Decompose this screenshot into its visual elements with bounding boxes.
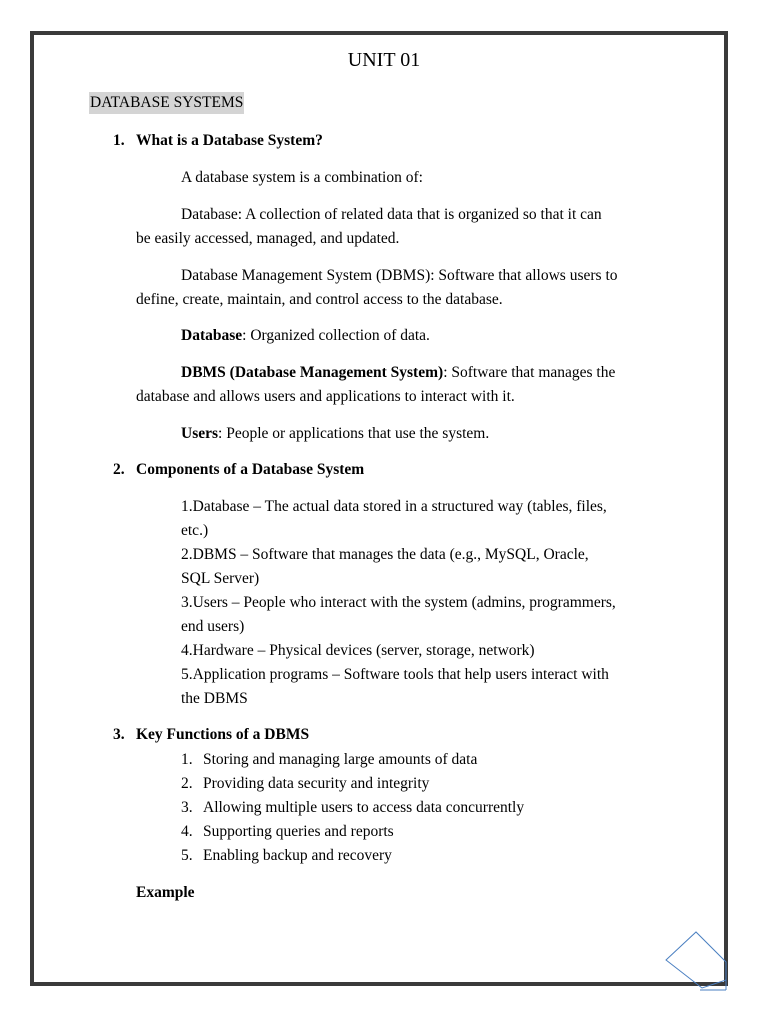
s3-item-text: Providing data security and integrity bbox=[203, 775, 430, 792]
example-heading: Example bbox=[136, 884, 195, 901]
section-3-number: 3. bbox=[113, 726, 125, 743]
s2-line: etc.) bbox=[181, 522, 209, 539]
s3-item-text: Enabling backup and recovery bbox=[203, 847, 392, 864]
s1-database-term: Database bbox=[181, 327, 243, 344]
s2-line: end users) bbox=[181, 618, 245, 635]
s2-line: 2.DBMS – Software that manages the data (e.g., MySQL, Oracle, bbox=[181, 546, 589, 563]
section-3-title: Key Functions of a DBMS bbox=[136, 726, 310, 743]
section-2-title: Components of a Database System bbox=[136, 461, 365, 478]
s1-users-term: Users bbox=[181, 425, 219, 442]
s1-database-def bbox=[181, 324, 430, 348]
s1-dbms-text: : Software that manages the bbox=[443, 364, 616, 381]
s3-item-number: 3. bbox=[181, 799, 193, 816]
s3-item-text: Storing and managing large amounts of data bbox=[203, 751, 478, 768]
s3-item-number: 2. bbox=[181, 775, 193, 792]
s3-item-number: 1. bbox=[181, 751, 193, 768]
s1-dbms-def-line1 bbox=[181, 361, 615, 385]
s3-item-text: Allowing multiple users to access data concurrently bbox=[203, 799, 525, 816]
s1-p2-line1: Database Management System (DBMS): Software that allows users to bbox=[181, 267, 618, 284]
s2-line: 4.Hardware – Physical devices (server, storage, network) bbox=[181, 642, 535, 659]
section-2-number: 2. bbox=[113, 461, 125, 478]
s2-line: 5.Application programs – Software tools that help users interact with bbox=[181, 666, 609, 683]
s3-item-text: Supporting queries and reports bbox=[203, 823, 394, 840]
s2-line: SQL Server) bbox=[181, 570, 260, 587]
s2-line: 1.Database – The actual data stored in a structured way (tables, files, bbox=[181, 498, 607, 515]
s2-line: the DBMS bbox=[181, 690, 248, 707]
s1-users-def bbox=[181, 422, 489, 446]
s1-users-text: : People or applications that use the system. bbox=[218, 425, 490, 442]
section-heading: DATABASE SYSTEMS bbox=[89, 92, 244, 114]
s1-dbms-term: DBMS (Database Management System) bbox=[181, 364, 444, 381]
s2-line: 3.Users – People who interact with the system (admins, programmers, bbox=[181, 594, 616, 611]
page-title: UNIT 01 bbox=[347, 49, 421, 71]
s3-item-number: 4. bbox=[181, 823, 193, 840]
s1-database-text: : Organized collection of data. bbox=[242, 327, 430, 344]
s1-p1-line2: be easily accessed, managed, and updated. bbox=[136, 230, 400, 247]
s1-p2-line2: define, create, maintain, and control access to the database. bbox=[136, 291, 503, 308]
s1-p1-line1: Database: A collection of related data that is organized so that it can bbox=[181, 206, 602, 223]
s1-dbms-def-line2: database and allows users and applications to interact with it. bbox=[136, 388, 515, 405]
section-1-number: 1. bbox=[113, 132, 125, 149]
page-curl-icon[interactable] bbox=[664, 930, 730, 996]
s3-item-number: 5. bbox=[181, 847, 193, 864]
section-1-title: What is a Database System? bbox=[136, 132, 323, 149]
s1-intro: A database system is a combination of: bbox=[181, 169, 423, 186]
